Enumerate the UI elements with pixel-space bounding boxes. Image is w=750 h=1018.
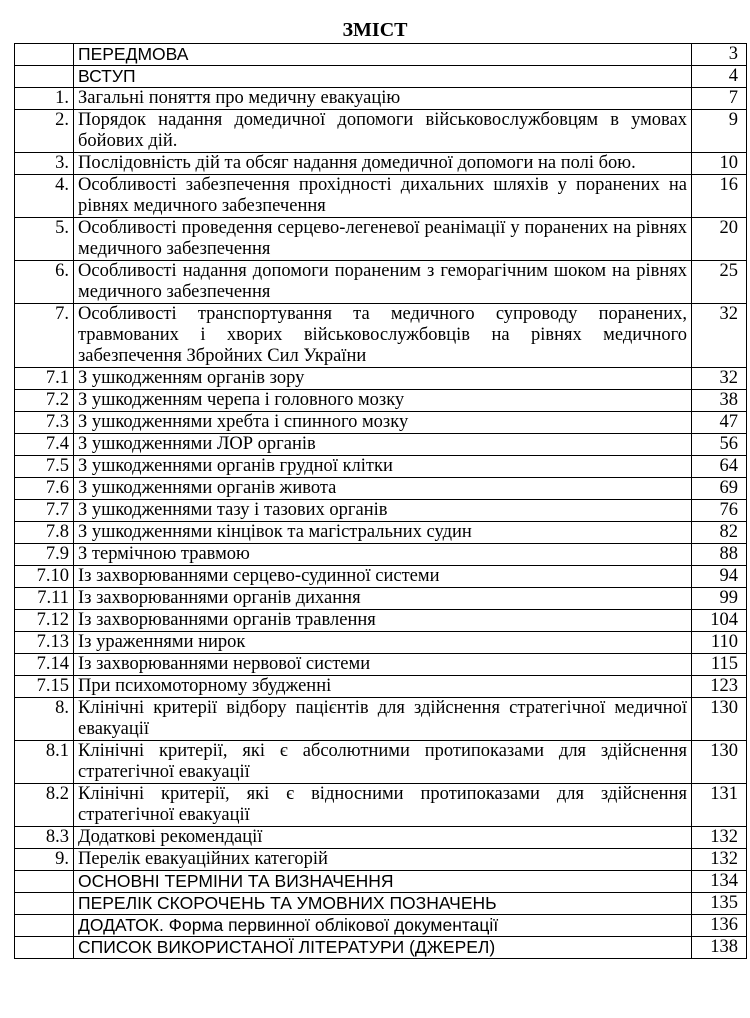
toc-section-title[interactable]: З ушкодженнями органів грудної клітки xyxy=(74,456,692,478)
toc-section-number: 7.13 xyxy=(15,632,74,654)
toc-section-number: 3. xyxy=(15,153,74,175)
toc-section-title[interactable]: ПЕРЕДМОВА xyxy=(74,44,692,66)
toc-row[interactable] xyxy=(15,698,747,741)
toc-section-title[interactable]: Із ураженнями нирок xyxy=(74,632,692,654)
toc-section-title[interactable]: Особливості надання допомоги пораненим з геморагічним шоком на рівнях медичного забезпечення xyxy=(74,261,692,304)
toc-page-number: 104 xyxy=(692,610,747,632)
toc-row[interactable] xyxy=(15,871,747,893)
toc-row[interactable] xyxy=(15,66,747,88)
toc-page-number: 38 xyxy=(692,390,747,412)
toc-row[interactable] xyxy=(15,522,747,544)
toc-section-number: 1. xyxy=(15,88,74,110)
toc-page-number: 10 xyxy=(692,153,747,175)
toc-section-title[interactable]: Із захворюваннями нервової системи xyxy=(74,654,692,676)
toc-row[interactable] xyxy=(15,456,747,478)
toc-row[interactable] xyxy=(15,110,747,153)
toc-section-number: 7.5 xyxy=(15,456,74,478)
toc-section-number: 7.2 xyxy=(15,390,74,412)
toc-row[interactable] xyxy=(15,937,747,959)
toc-section-number: 7. xyxy=(15,304,74,368)
toc-section-title[interactable]: З ушкодженнями ЛОР органів xyxy=(74,434,692,456)
toc-section-number xyxy=(15,893,74,915)
toc-page-number: 56 xyxy=(692,434,747,456)
toc-row[interactable] xyxy=(15,893,747,915)
toc-section-number: 7.10 xyxy=(15,566,74,588)
toc-section-number: 7.7 xyxy=(15,500,74,522)
toc-page-number: 9 xyxy=(692,110,747,153)
toc-page-number: 4 xyxy=(692,66,747,88)
toc-section-number xyxy=(15,915,74,937)
toc-page-number: 3 xyxy=(692,44,747,66)
toc-section-title[interactable]: Порядок надання домедичної допомоги військовослужбовцям в умовах бойових дій. xyxy=(74,110,692,153)
toc-section-number: 2. xyxy=(15,110,74,153)
toc-section-title[interactable]: Особливості проведення серцево-легеневої реанімації у поранених на рівнях медичного забезпечення xyxy=(74,218,692,261)
toc-row[interactable] xyxy=(15,434,747,456)
toc-page-number: 47 xyxy=(692,412,747,434)
toc-page-number: 20 xyxy=(692,218,747,261)
toc-row[interactable] xyxy=(15,784,747,827)
toc-section-number xyxy=(15,44,74,66)
toc-section-number: 8.2 xyxy=(15,784,74,827)
toc-page-number: 134 xyxy=(692,871,747,893)
toc-section-title[interactable]: З ушкодженням черепа і головного мозку xyxy=(74,390,692,412)
toc-page-number: 130 xyxy=(692,698,747,741)
toc-row[interactable] xyxy=(15,588,747,610)
toc-row[interactable] xyxy=(15,390,747,412)
toc-section-title[interactable]: Клінічні критерії відбору пацієнтів для здійснення стратегічної медичної евакуації xyxy=(74,698,692,741)
toc-section-number xyxy=(15,871,74,893)
toc-page-number: 32 xyxy=(692,368,747,390)
toc-row[interactable] xyxy=(15,478,747,500)
toc-section-number: 7.9 xyxy=(15,544,74,566)
toc-row[interactable] xyxy=(15,827,747,849)
toc-section-number: 7.15 xyxy=(15,676,74,698)
toc-section-title[interactable]: Перелік евакуаційних категорій xyxy=(74,849,692,871)
toc-page-number: 138 xyxy=(692,937,747,959)
toc-row[interactable] xyxy=(15,632,747,654)
toc-section-title[interactable]: ВСТУП xyxy=(74,66,692,88)
toc-section-number: 8.1 xyxy=(15,741,74,784)
toc-row[interactable] xyxy=(15,566,747,588)
toc-row[interactable] xyxy=(15,218,747,261)
toc-row[interactable] xyxy=(15,741,747,784)
toc-section-number: 7.14 xyxy=(15,654,74,676)
toc-page-number: 123 xyxy=(692,676,747,698)
toc-section-number: 9. xyxy=(15,849,74,871)
toc-page-number: 132 xyxy=(692,827,747,849)
toc-section-number: 8. xyxy=(15,698,74,741)
toc-page-number: 25 xyxy=(692,261,747,304)
toc-page-number: 64 xyxy=(692,456,747,478)
toc-page-number: 32 xyxy=(692,304,747,368)
toc-page-number: 82 xyxy=(692,522,747,544)
toc-section-number xyxy=(15,66,74,88)
toc-page-number: 115 xyxy=(692,654,747,676)
toc-section-title[interactable]: Із захворюваннями органів травлення xyxy=(74,610,692,632)
toc-section-title[interactable]: З ушкодженнями хребта і спинного мозку xyxy=(74,412,692,434)
toc-row[interactable] xyxy=(15,304,747,368)
toc-page-number: 76 xyxy=(692,500,747,522)
toc-section-title[interactable]: Загальні поняття про медичну евакуацію xyxy=(74,88,692,110)
toc-section-title[interactable]: При психомоторному збудженні xyxy=(74,676,692,698)
toc-section-number: 7.11 xyxy=(15,588,74,610)
toc-section-title[interactable]: Особливості забезпечення прохідності дихальних шляхів у поранених на рівнях медичного забезпечення xyxy=(74,175,692,218)
toc-section-title[interactable]: ДОДАТОК. Форма первинної облікової документації xyxy=(74,915,692,937)
toc-section-number: 7.4 xyxy=(15,434,74,456)
toc-page-number: 132 xyxy=(692,849,747,871)
toc-section-title[interactable]: Із захворюваннями серцево-судинної системи xyxy=(74,566,692,588)
toc-section-title[interactable]: З ушкодженнями органів живота xyxy=(74,478,692,500)
toc-row[interactable] xyxy=(15,544,747,566)
toc-section-title[interactable]: Клінічні критерії, які є абсолютними протипоказами для здійснення стратегічної евакуації xyxy=(74,741,692,784)
toc-section-number: 7.12 xyxy=(15,610,74,632)
toc-row[interactable] xyxy=(15,500,747,522)
toc-page-number: 136 xyxy=(692,915,747,937)
toc-page-number: 88 xyxy=(692,544,747,566)
toc-section-number: 8.3 xyxy=(15,827,74,849)
toc-page-number: 135 xyxy=(692,893,747,915)
toc-table xyxy=(14,43,747,959)
toc-row[interactable] xyxy=(15,849,747,871)
toc-title: ЗМІСТ xyxy=(342,19,408,41)
toc-section-title[interactable]: З ушкодженнями тазу і тазових органів xyxy=(74,500,692,522)
toc-page-number: 99 xyxy=(692,588,747,610)
toc-row[interactable] xyxy=(15,412,747,434)
toc-row[interactable] xyxy=(15,175,747,218)
toc-page-number: 131 xyxy=(692,784,747,827)
toc-row[interactable] xyxy=(15,88,747,110)
toc-row[interactable] xyxy=(15,654,747,676)
toc-row[interactable] xyxy=(15,368,747,390)
toc-section-title[interactable]: ПЕРЕЛІК СКОРОЧЕНЬ ТА УМОВНИХ ПОЗНАЧЕНЬ xyxy=(74,893,692,915)
toc-section-title[interactable]: Особливості транспортування та медичного супроводу поранених, травмованих і хворих військовослужбовців на рівнях медичного забезпечення Збройних Сил України xyxy=(74,304,692,368)
toc-row[interactable] xyxy=(15,153,747,175)
toc-section-number: 7.3 xyxy=(15,412,74,434)
toc-section-title[interactable]: З термічною травмою xyxy=(74,544,692,566)
toc-section-number: 7.1 xyxy=(15,368,74,390)
toc-page-number: 16 xyxy=(692,175,747,218)
toc-page-number: 94 xyxy=(692,566,747,588)
toc-section-title[interactable]: З ушкодженнями кінцівок та магістральних судин xyxy=(74,522,692,544)
toc-section-title[interactable]: Послідовність дій та обсяг надання домедичної допомоги на полі бою. xyxy=(74,153,692,175)
toc-section-title[interactable]: Додаткові рекомендації xyxy=(74,827,692,849)
toc-section-number: 5. xyxy=(15,218,74,261)
toc-body xyxy=(15,44,747,959)
toc-row[interactable] xyxy=(15,44,747,66)
toc-section-title[interactable]: Із захворюваннями органів дихання xyxy=(74,588,692,610)
toc-section-number: 7.8 xyxy=(15,522,74,544)
toc-section-number: 7.6 xyxy=(15,478,74,500)
toc-section-title[interactable]: Клінічні критерії, які є відносними протипоказами для здійснення стратегічної евакуації xyxy=(74,784,692,827)
toc-section-title[interactable]: З ушкодженням органів зору xyxy=(74,368,692,390)
toc-page-number: 69 xyxy=(692,478,747,500)
toc-section-number: 4. xyxy=(15,175,74,218)
toc-section-title[interactable]: ОСНОВНІ ТЕРМІНИ ТА ВИЗНАЧЕННЯ xyxy=(74,871,692,893)
toc-page-number: 7 xyxy=(692,88,747,110)
toc-section-title[interactable]: СПИСОК ВИКОРИСТАНОЇ ЛІТЕРАТУРИ (ДЖЕРЕЛ) xyxy=(74,937,692,959)
toc-page-number: 130 xyxy=(692,741,747,784)
toc-section-number xyxy=(15,937,74,959)
toc-row[interactable] xyxy=(15,915,747,937)
toc-row[interactable] xyxy=(15,610,747,632)
toc-section-number: 6. xyxy=(15,261,74,304)
toc-row[interactable] xyxy=(15,676,747,698)
toc-page-number: 110 xyxy=(692,632,747,654)
toc-row[interactable] xyxy=(15,261,747,304)
